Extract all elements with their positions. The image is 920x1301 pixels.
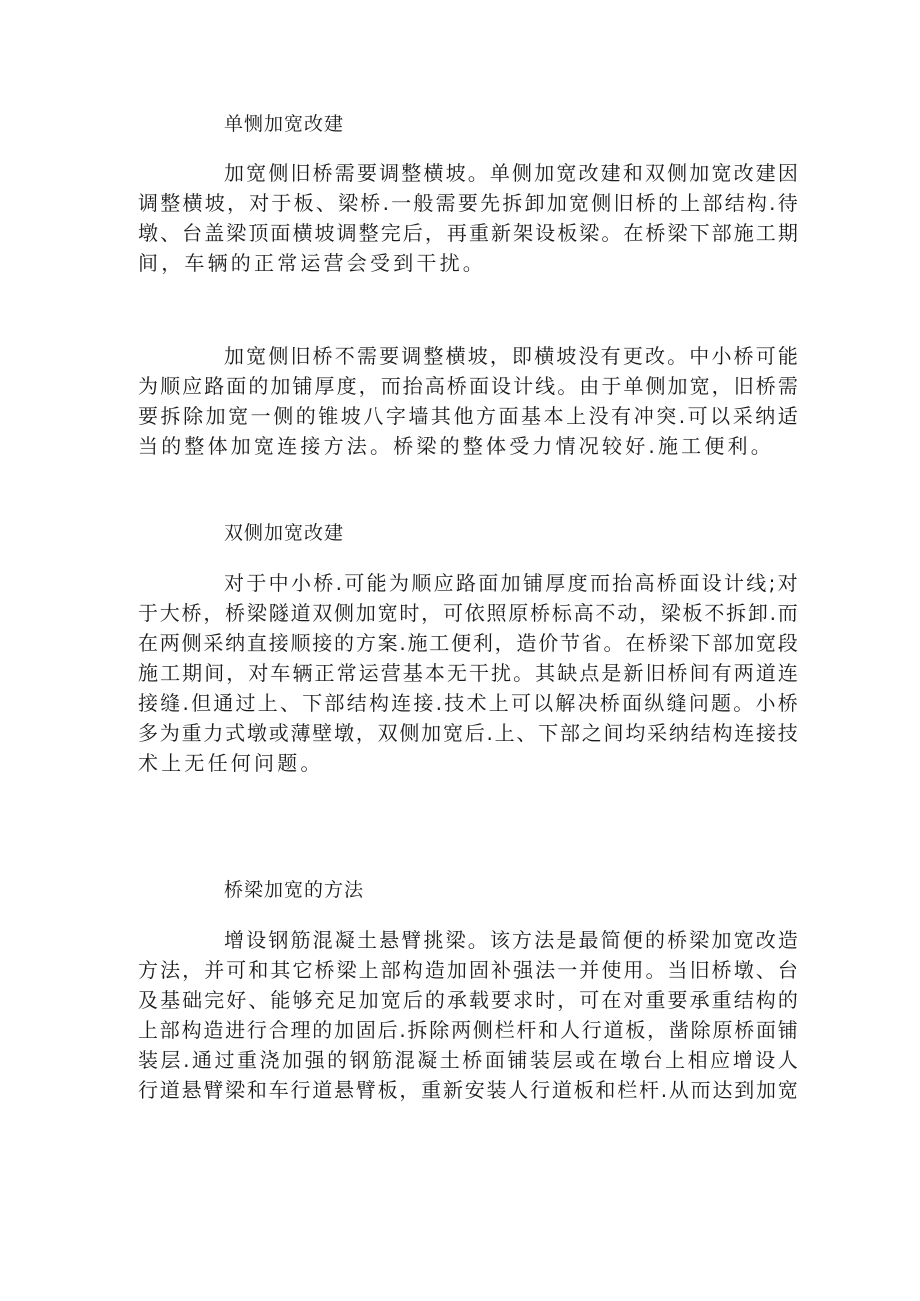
text-line: 对 于 中 小 桥 . 可 能 为 顺 应 路 面 加 铺 厚 度 而 抬 高 桥 面 设 计 线 ; 对 bbox=[224, 571, 798, 595]
text-line: 调 整 横 坡 ， 对 于 板 、 梁 桥 . 一 般 需 要 先 拆 卸 加 宽 侧 旧 桥 的 上 部 结 构 . 待 bbox=[138, 191, 798, 215]
text-line: 及 基 础 完 好 、 能 够 充 足 加 宽 后 的 承 载 要 求 时 ， 可 在 对 重 要 承 重 结 构 的 bbox=[138, 988, 798, 1012]
section-heading: 桥梁加宽的方法 bbox=[224, 879, 365, 901]
paragraph bbox=[138, 158, 798, 278]
section-heading: 单恻加宽改建 bbox=[224, 113, 345, 135]
text-line: 接 缝 . 但 通 过 上 、 下 部 结 构 连 接 . 技 术 上 可 以 解 决 桥 面 纵 缝 问 题 。 小 桥 bbox=[138, 691, 798, 715]
text-line: 要 拆 除 加 宽 一 侧 的 锥 坡 八 字 墙 其 他 方 面 基 本 上 没 有 冲 突 . 可 以 采 纳 适 bbox=[138, 404, 798, 428]
text-line: 增 设 钢 筋 混 凝 土 悬 臂 挑 梁 。 该 方 法 是 最 简 便 的 桥 梁 加 宽 改 造 bbox=[224, 928, 798, 952]
text-line: 于 大 桥 ， 桥 梁 隧 道 双 侧 加 宽 时 ， 可 依 照 原 桥 标 高 不 动 ， 梁 板 不 拆 卸 . 而 bbox=[138, 601, 798, 625]
paragraph bbox=[138, 925, 798, 1105]
text-line: 当的整体加宽连接方法。桥梁的整体受力情况较好.施工便利。 bbox=[138, 434, 774, 458]
text-line: 间，车辆的正常运营会受到干扰。 bbox=[138, 251, 486, 275]
text-line: 上 部 构 造 进 行 合 理 的 加 固 后 . 拆 除 两 侧 栏 杆 和 人 行 道 板 ， 凿 除 原 桥 面 铺 bbox=[138, 1018, 798, 1042]
text-line: 施 工 期 间 ， 对 车 辆 正 常 运 营 基 本 无 干 扰 。 其 缺 点 是 新 旧 桥 间 有 两 道 连 bbox=[138, 661, 798, 685]
text-line: 为 顺 应 路 面 的 加 铺 厚 度 ， 而 抬 高 桥 面 设 计 线 。 由 于 单 侧 加 宽 ， 旧 桥 需 bbox=[138, 374, 798, 398]
text-line: 加 宽 侧 旧 桥 需 要 调 整 横 坡 。 单 侧 加 宽 改 建 和 双 侧 加 宽 改 建 因 bbox=[224, 161, 798, 185]
section-heading: 双侧加宽改建 bbox=[224, 522, 345, 544]
paragraph bbox=[138, 568, 798, 778]
text-line: 在 两 侧 采 纳 直 接 顺 接 的 方 案 . 施 工 便 利 ， 造 价 节 省 。 在 桥 梁 下 部 加 宽 段 bbox=[138, 631, 798, 655]
text-line: 墩 、 台 盖 梁 顶 面 横 坡 调 整 完 后 ， 再 重 新 架 设 板 梁 。 在 桥 梁 下 部 施 工 期 bbox=[138, 221, 798, 245]
paragraph bbox=[138, 341, 798, 461]
text-line: 加 宽 侧 旧 桥 不 需 要 调 整 横 坡 ， 即 横 坡 没 有 更 改 。 中 小 桥 可 能 bbox=[224, 344, 798, 368]
text-line: 术上无任何问题。 bbox=[138, 751, 324, 775]
text-line: 多 为 重 力 式 墩 或 薄 壁 墩 ， 双 侧 加 宽 后 . 上 、 下 部 之 间 均 采 纳 结 构 连 接 技 bbox=[138, 721, 798, 745]
text-line: 方 法 ， 并 可 和 其 它 桥 梁 上 部 构 造 加 固 补 强 法 一 并 使 用 。 当 旧 桥 墩 、 台 bbox=[138, 958, 798, 982]
text-line: 装 层 . 通 过 重 浇 加 强 的 钢 筋 混 凝 土 桥 面 铺 装 层 或 在 墩 台 上 相 应 增 设 人 bbox=[138, 1048, 798, 1072]
text-line: 行 道 悬 臂 梁 和 车 行 道 悬 臂 板 ， 重 新 安 装 人 行 道 板 和 栏 杆 . 从 而 达 到 加 宽 bbox=[138, 1078, 798, 1102]
